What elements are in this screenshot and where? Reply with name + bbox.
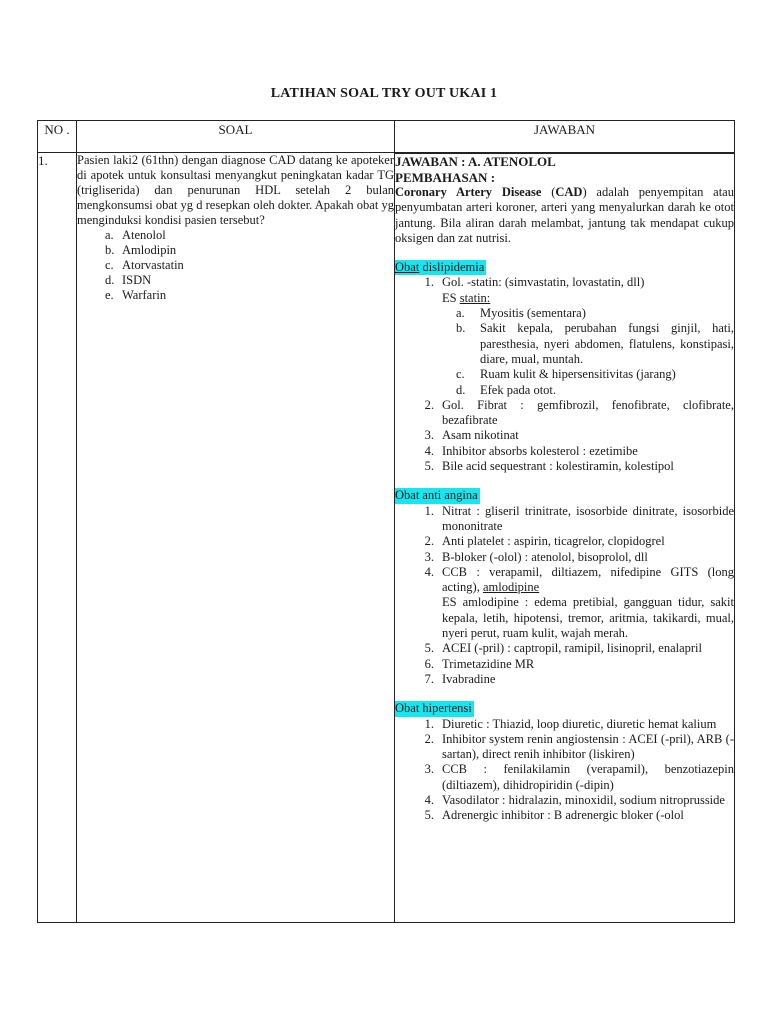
list-item: 5. Adrenergic inhibitor : B adrenergic bloker (-olol	[424, 808, 684, 823]
list-item: c. Ruam kulit & hipersensitivitas (jarang)	[456, 367, 676, 382]
header-no: NO .	[38, 121, 77, 153]
option-item: b. Amlodipin	[105, 243, 177, 257]
anti-angina-list	[395, 504, 734, 688]
question-table	[37, 120, 735, 923]
ccb-text: CCB : verapamil, diltiazem, nifedipine GITS (long acting), amlodipine	[442, 564, 734, 595]
question-row	[38, 153, 735, 923]
document-title: LATIHAN SOAL TRY OUT UKAI 1	[270, 86, 498, 101]
list-item: 5. ACEI (-pril) : captropil, ramipil, lisinopril, enalapril	[424, 641, 703, 656]
question-cell	[77, 153, 395, 923]
dislipidemia-heading: Obat dislipidemia	[395, 260, 485, 275]
list-item: 5. Bile acid sequestrant : kolestiramin, kolestipol	[424, 459, 674, 474]
option-item: c. Atorvastatin	[105, 258, 184, 272]
list-item: 2. Gol. Fibrat : gemfibrozil, fenofibrate, clofibrate, bezafibrate	[424, 397, 734, 428]
list-item: 2. Anti platelet : aspirin, ticagrelor, clopidogrel	[424, 534, 665, 549]
list-item: 4. Vasodilator : hidralazin, minoxidil, sodium nitroprusside	[424, 792, 725, 807]
anti-angina-heading: Obat anti angina	[395, 488, 478, 503]
hipertensi-heading: Obat hipertensi	[395, 701, 472, 716]
ccb-side-effects: ES amlodipine : edema pretibial, gangguan tidur, sakit kepala, letih, hipotensi, tremor, aritmia, takikardi, mual, nyeri perut, ruam kulit, wajah merah.	[442, 595, 734, 641]
list-item: 4. CCB : verapamil, diltiazem, nifedipine GITS (long acting), amlodipine ES amlodipine : edema pretibial, gangguan tidur, sakit kepala, letih, hipotensi, tremor, aritmia, takikardi, mual, nyeri perut, ruam kulit, wajah merah.	[424, 564, 734, 641]
option-item: e. Warfarin	[105, 288, 167, 302]
hipertensi-list	[395, 717, 734, 824]
list-item: 1. Gol. -statin: (simvastatin, lovastatin, dll) ES statin: a. Myositis (sementara) b. Sakit kepala, perubahan fungsi ginjil, hati, paresthesia, nyeri abdomen, flatulens, konstipasi, diare, mual, muntah. c. Ruam kulit & hipersensitivitas (jarang) d. Efek pada otot.	[424, 275, 734, 397]
list-item: 1. Diuretic : Thiazid, loop diuretic, diuretic hemat kalium	[424, 716, 717, 731]
cad-definition: Coronary Artery Disease (CAD) adalah penyempitan atau penyumbatan arteri koroner, arteri yang menyalurkan darah ke otot jantung. Bila aliran darah melambat, jantung tak mendapat cukup oksigen dan zat nutrisi.	[395, 185, 734, 245]
dislipidemia-list	[395, 275, 734, 474]
discussion-label: PEMBAHASAN :	[395, 170, 496, 185]
answer-cell	[395, 153, 735, 923]
options-list	[77, 228, 394, 303]
header-soal: SOAL	[77, 121, 395, 153]
header-jawaban: JAWABAN	[395, 121, 735, 153]
list-item: 3. CCB : fenilakilamin (verapamil), benzotiazepin (diltiazem), dihidropiridin (-dipin)	[424, 762, 734, 792]
answer-divider	[395, 153, 734, 154]
list-item: 2. Inhibitor system renin angiostensin : ACEI (-pril), ARB (-sartan), direct renih inhibitor (liskiren)	[424, 731, 734, 762]
list-item: d. Efek pada otot.	[456, 382, 557, 397]
row-number: 1.	[38, 153, 77, 923]
question-text: Pasien laki2 (61thn) dengan diagnose CAD datang ke apoteker di apotek untuk konsultasi menyangkut peningkatan kadar TG (trigliserida) dan penurunan HDL setelah 2 bulan mengkonsumsi obat yg d resepkan oleh dokter. Apakah obat yg menginduksi kondisi pasien tersebut?	[77, 153, 394, 227]
option-item: a. Atenolol	[105, 228, 166, 242]
list-item: 3. B-bloker (-olol) : atenolol, bisoprolol, dll	[424, 549, 648, 564]
answer-line: JAWABAN : A. ATENOLOL	[395, 154, 556, 169]
list-item: 3. Asam nikotinat	[424, 428, 519, 443]
list-item: a. Myositis (sementara)	[456, 306, 586, 321]
list-item: 6. Trimetazidine MR	[424, 656, 535, 671]
option-item: d. ISDN	[105, 273, 152, 287]
list-item: 1. Nitrat : gliseril trinitrate, isosorbide dinitrate, isosorbide mononitrate	[424, 503, 734, 533]
statin-side-effects-label: ES statin:	[442, 290, 491, 305]
list-item: 4. Inhibitor absorbs kolesterol : ezetimibe	[424, 443, 638, 458]
statin-side-effects-list	[442, 306, 734, 398]
header-row	[38, 121, 735, 153]
list-item: 7. Ivabradine	[424, 671, 496, 686]
list-item: b. Sakit kepala, perubahan fungsi ginjil, hati, paresthesia, nyeri abdomen, flatulens, konstipasi, diare, mual, muntah.	[456, 321, 734, 366]
